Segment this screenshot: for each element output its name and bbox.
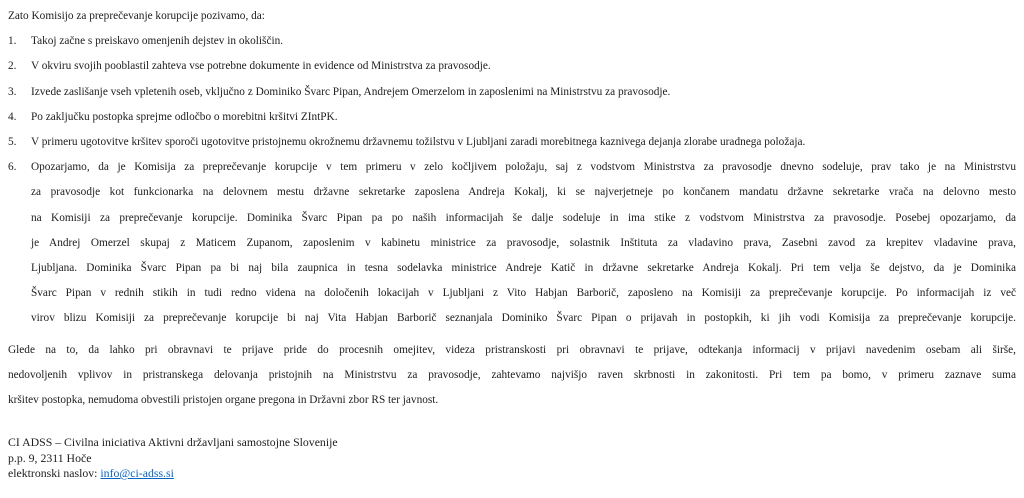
closing-paragraph [8,338,1016,414]
list-item-number: 2. [8,60,17,73]
email-label: elektronski naslov: [8,466,98,481]
list-item-number: 1. [8,35,17,48]
intro-line: Zato Komisijo za preprečevanje korupcije pozivamo, da: [8,10,265,22]
list-item-text [31,155,1016,331]
signature-address: p.p. 9, 2311 Hoče [8,450,92,465]
paragraph-line: Ljubljana. Dominika Švarc Pipan pa bi naj bila zaupnica in tesna sodelavka ministrice Andreje Katič in državne sekretarke Andreja Kokalj. Pri tem velja še dejstvo, da je Dominika [31,262,1016,275]
list-item [8,80,1016,105]
paragraph-line: Glede na to, da lahko pri obravnavi te prijave pride do procesnih omejitev, videza pristranskosti pri obravnavi te prijave, odtekanja informacij v prijavi navedenim osebam ali širše, [8,343,1016,356]
signature-organization: CI ADSS – Civilna iniciativa Aktivni državljani samostojne Slovenije [8,435,338,450]
list-item-text: V okviru svojih pooblastil zahteva vse potrebne dokumente in evidence od Ministrstva za pravosodje. [31,60,491,73]
list-item [8,29,1016,54]
paragraph-line: za pravosodje kot funkcionarka na delovnem mestu državne sekretarke zaposlena Andreja Kokalj, ki se najverjetneje po končanem mandatu državne sekretarke vrača na delovno mesto [31,186,1016,199]
signature-email-line [8,466,1016,481]
email-link[interactable]: info@ci-adss.si [100,466,174,481]
paragraph-line: Švarc Pipan v rednih stikih in tudi redno videna na določenih lokacijah v Ljubljani z Vito Habjan Barborič, zaposleno na Komisiji za preprečevanje korupcije. Po informacijah iz več [31,287,1016,300]
signature-block [8,435,1016,481]
list-item-number: 4. [8,110,17,123]
paragraph-line: virov blizu Komisiji za preprečevanje korupcije bi naj Vita Habjan Barborič seznanjala Dominiko Švarc Pipan o prijavah in postopkih, ki jih vodi Komisija za preprečevanje korupcije. [31,312,1016,325]
list-item-number: 6. [8,161,17,174]
paragraph-line: nedovoljenih vplivov in pristranskega delovanja pristojnih na Ministrstvu za pravosodje, zahtevamo najvišjo raven skrbnosti in zakonitosti. Pri tem pa bomo, v primeru zaznave suma [8,368,1016,381]
list-item-text: Takoj začne s preiskavo omenjenih dejstev in okoliščin. [31,35,284,48]
list-item-number: 3. [8,85,17,98]
list-item [8,155,1016,331]
list-item [8,105,1016,130]
list-item [8,54,1016,79]
list-item [8,130,1016,155]
paragraph-line: Opozarjamo, da je Komisija za preprečevanje korupcije v tem primeru v zelo kočljivem položaju, saj z vodstvom Ministrstva za pravosodje dnevno sodeluje, prav tako je na Ministrstvu [31,161,1016,174]
paragraph-line: na Komisiji za preprečevanje korupcije. Dominika Švarc Pipan pa po naših informacijah še dalje sodeluje in ima stike z vodstvom Ministrstva za pravosodje. Posebej opozarjamo, da [31,211,1016,224]
paragraph-line: je Andrej Omerzel skupaj z Maticem Zupanom, zaposlenim v kabinetu ministrice za pravosodje, solastnik Inštituta za vladavino prava, Zasebni zavod za krepitev vladavine prava, [31,236,1016,249]
list-item-text: V primeru ugotovitve kršitev sporoči ugotovitve pristojnemu okrožnemu državnemu tožilstvu v Ljubljani zaradi morebitnega kaznivega dejanja zlorabe uradnega položaja. [31,136,806,149]
list-item-text: Po zaključku postopka sprejme odločbo o morebitni kršitvi ZIntPK. [31,110,338,123]
list-item-number: 5. [8,136,17,149]
paragraph-line: kršitev postopka, nemudoma obvestili pristojen organe pregona in Državni zbor RS ter javnost. [8,394,439,407]
list-item-text: Izvede zaslišanje vseh vpletenih oseb, vključno z Dominiko Švarc Pipan, Andrejem Omerzelom in zaposlenimi na Ministrstvu za pravosodje. [31,85,671,98]
